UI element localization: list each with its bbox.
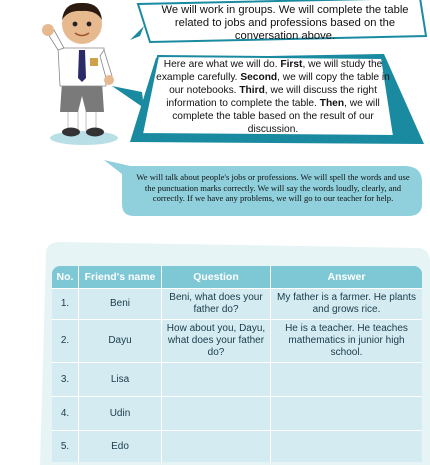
table-row (52, 430, 422, 462)
question-cell[interactable] (162, 362, 271, 396)
table-header-row (52, 266, 422, 288)
student-illustration (40, 0, 122, 148)
step-keyword: Third (239, 85, 265, 96)
intro-bubble-text: We will work in groups. We will complete the table related to jobs and professions based on the conversation above. (161, 4, 409, 42)
question-cell[interactable] (162, 396, 271, 430)
table-row (52, 362, 422, 396)
question-cell: How about you, Dayu, what does your father do? (162, 319, 271, 362)
row-number: 1. (52, 288, 79, 319)
table-row (52, 396, 422, 430)
step-text: , we will study the example carefully. (156, 59, 383, 83)
answer-cell[interactable] (271, 396, 422, 430)
header-no: No. (52, 266, 79, 288)
question-cell: Beni, what does your father do? (162, 288, 271, 319)
row-number: 3. (52, 362, 79, 396)
row-number: 5. (52, 430, 79, 462)
header-question: Question (162, 266, 271, 288)
answer-cell: My father is a farmer. He plants and grows rice. (271, 288, 422, 319)
answer-cell: He is a teacher. He teaches mathematics in junior high school. (271, 319, 422, 362)
header-friends-name: Friend's name (79, 266, 162, 288)
step-text: Here are what we will do. (163, 59, 281, 70)
friend-name: Edo (79, 430, 162, 462)
step-text: , we will discuss the right information to complete the table. (166, 85, 377, 109)
question-cell[interactable] (162, 430, 271, 462)
table-row (52, 288, 422, 319)
friend-name: Dayu (79, 319, 162, 362)
note-text: We will talk about people's jobs or professions. We will spell the words and use the punctuation marks correctly. We will say the words loudly, clearly, and correctly. If we have any problems, we will go to our teacher for help. (136, 172, 410, 203)
step-text: , we will complete the table based on the result of our discussion. (172, 98, 380, 135)
answer-cell[interactable] (271, 430, 422, 462)
step-keyword: Second (240, 72, 278, 83)
professions-table (52, 266, 422, 462)
friend-name: Udin (79, 396, 162, 430)
table-row (52, 319, 422, 362)
header-answer: Answer (271, 266, 422, 288)
row-number: 4. (52, 396, 79, 430)
row-number: 2. (52, 319, 79, 362)
step-keyword: First (280, 59, 303, 70)
step-keyword: Then (319, 98, 345, 109)
step-text: , we will copy the table in our notebooks. (169, 72, 390, 96)
answer-cell[interactable] (271, 362, 422, 396)
friend-name: Beni (79, 288, 162, 319)
steps-bubble-text (148, 58, 398, 136)
friend-name: Lisa (79, 362, 162, 396)
